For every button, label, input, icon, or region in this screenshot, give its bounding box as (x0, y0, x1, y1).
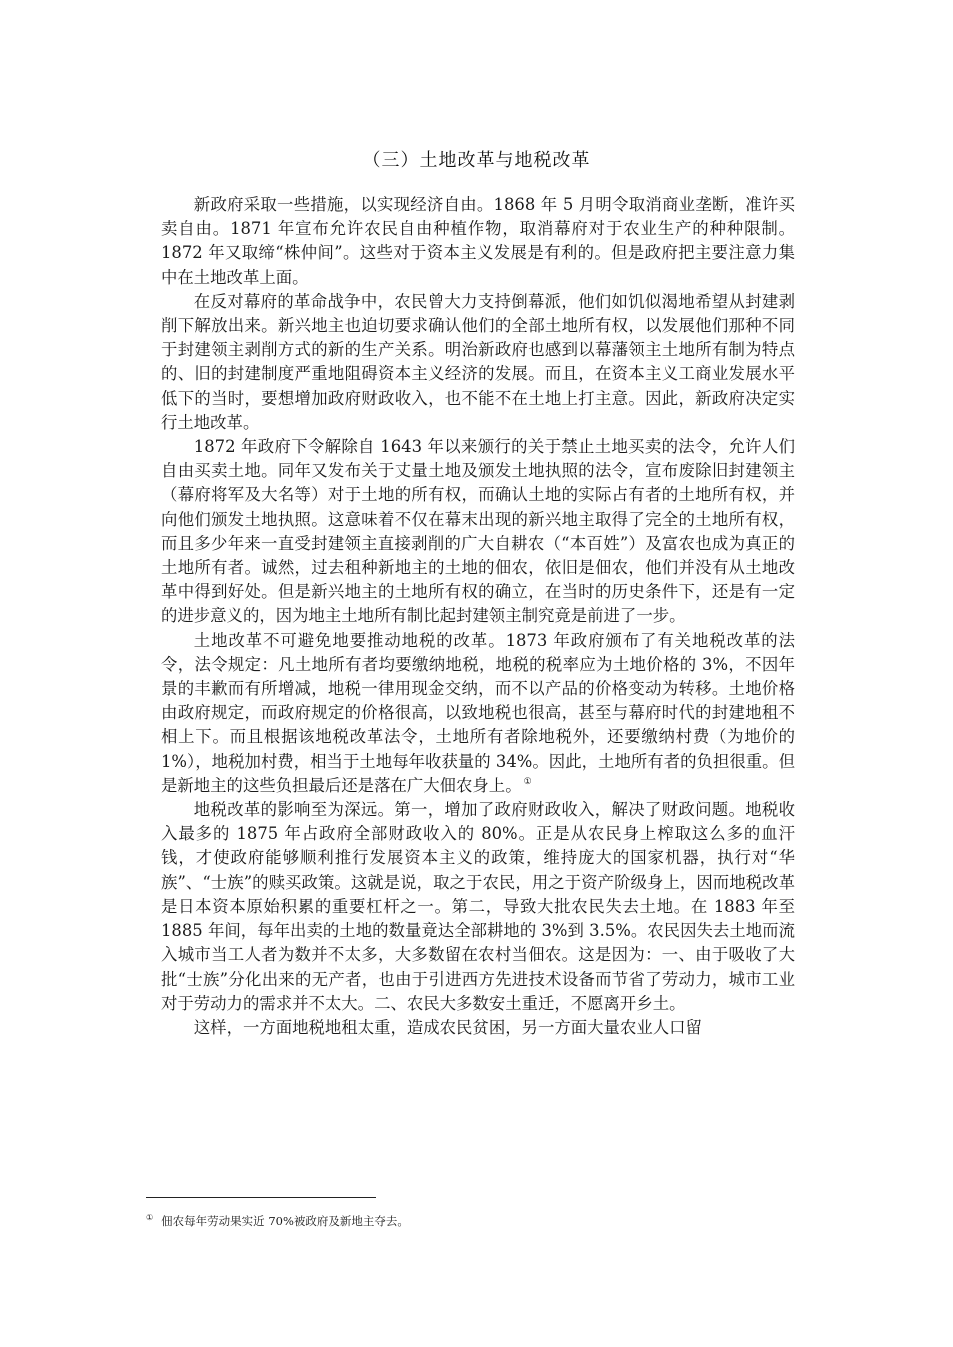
paragraph: 1872 年政府下令解除自 1643 年以来颁行的关于禁止土地买卖的法令，允许人们自由买卖土地。同年又发布关于丈量土地及颁发土地执照的法令，宣布废除旧封建领主（幕府将军及大名等）对于土地的所有权，而确认土地的实际占有者的土地所有权，并向他们颁发土地执照。这意味着不仅在幕末出现的新兴地主取得了完全的土地所有权，而且多少年来一直受封建领主直接剥削的广大自耕农（“本百姓”）及富农也成为真正的土地所有者。诚然，过去租种新地主的土地的佃农，依旧是佃农，他们并没有从土地改革中得到好处。但是新兴地主的土地所有权的确立，在当时的历史条件下，还是有一定的进步意义的，因为地主土地所有制比起封建领主制究竟是前进了一步。 (161, 437, 795, 626)
paragraph: 新政府采取一些措施，以实现经济自由。1868 年 5 月明令取消商业垄断，准许买卖自由。1871 年宣布允许农民自由种植作物，取消幕府对于农业生产的种种限制。1872 年又取缔“株仲间”。这些对于资本主义发展是有利的。但是政府把主要注意力集中在土地改革上面。 (161, 195, 795, 287)
footnote-divider (146, 1197, 376, 1198)
footnote-text: 佃农每年劳动果实近 70%被政府及新地主夺去。 (161, 1214, 409, 1228)
footnote-reference[interactable]: ① (523, 777, 532, 788)
section-heading: （三）土地改革与地税改革 (362, 150, 591, 171)
footnote (146, 1213, 806, 1229)
paragraph: 地税改革的影响至为深远。第一，增加了政府财政收入，解决了财政问题。地税收入最多的 1875 年占政府全部财政收入的 80%。正是从农民身上榨取这么多的血汗钱，才使政府能够顺利推行发展资本主义的政策，维持庞大的国家机器，执行对“华族”、“士族”的赎买政策。这就是说，取之于农民，用之于资产阶级身上，因而地税改革是日本资本原始积累的重要杠杆之一。第二，导致大批农民失去土地。在 1883 年至 1885 年间，每年出卖的土地的数量竟达全部耕地的 3%到 3.5%。农民因失去土地而流入城市当工人者为数并不太多，大多数留在农村当佃农。这是因为：一、由于吸收了大批“士族”分化出来的无产者，也由于引进西方先进技术设备而节省了劳动力，城市工业对于劳动力的需求并不太大。二、农民大多数安土重迁，不愿离开乡土。 (161, 800, 795, 1013)
paragraph: 在反对幕府的革命战争中，农民曾大力支持倒幕派，他们如饥似渴地希望从封建剥削下解放出来。新兴地主也迫切要求确认他们的全部土地所有权，以发展他们那种不同于封建领主剥削方式的新的生产关系。明治新政府也感到以幕藩领主土地所有制为特点的、旧的封建制度严重地阻碍资本主义经济的发展。而且，在资本主义工商业发展水平低下的当时，要想增加政府财政收入，也不能不在土地上打主意。因此，新政府决定实行土地改革。 (161, 291, 795, 432)
paragraph: 这样，一方面地税地租太重，造成农民贫困，另一方面大量农业人口留 (193, 1017, 702, 1037)
paragraph-text: 土地改革不可避免地要推动地税的改革。1873 年政府颁布了有关地税改革的法令，法令规定：凡土地所有者均要缴纳地税，地税的税率应为土地价格的 3%，不因年景的丰歉而有所增减，地税一律用现金交纳，而不以产品的价格变动为转移。土地价格由政府规定，而政府规定的价格很高，以致地税也很高，甚至与幕府时代的封建地租不相上下。而且根据该地税改革法令，土地所有者除地税外，还要缴纳村费（为地价的 1%），地税加村费，相当于土地每年收获量的 34%。因此，土地所有者的负担很重。但是新地主的这些负担最后还是落在广大佃农身上。 (161, 630, 795, 795)
body-text (161, 193, 795, 1040)
footnote-mark: ① (146, 1213, 154, 1223)
paragraph (161, 629, 795, 798)
